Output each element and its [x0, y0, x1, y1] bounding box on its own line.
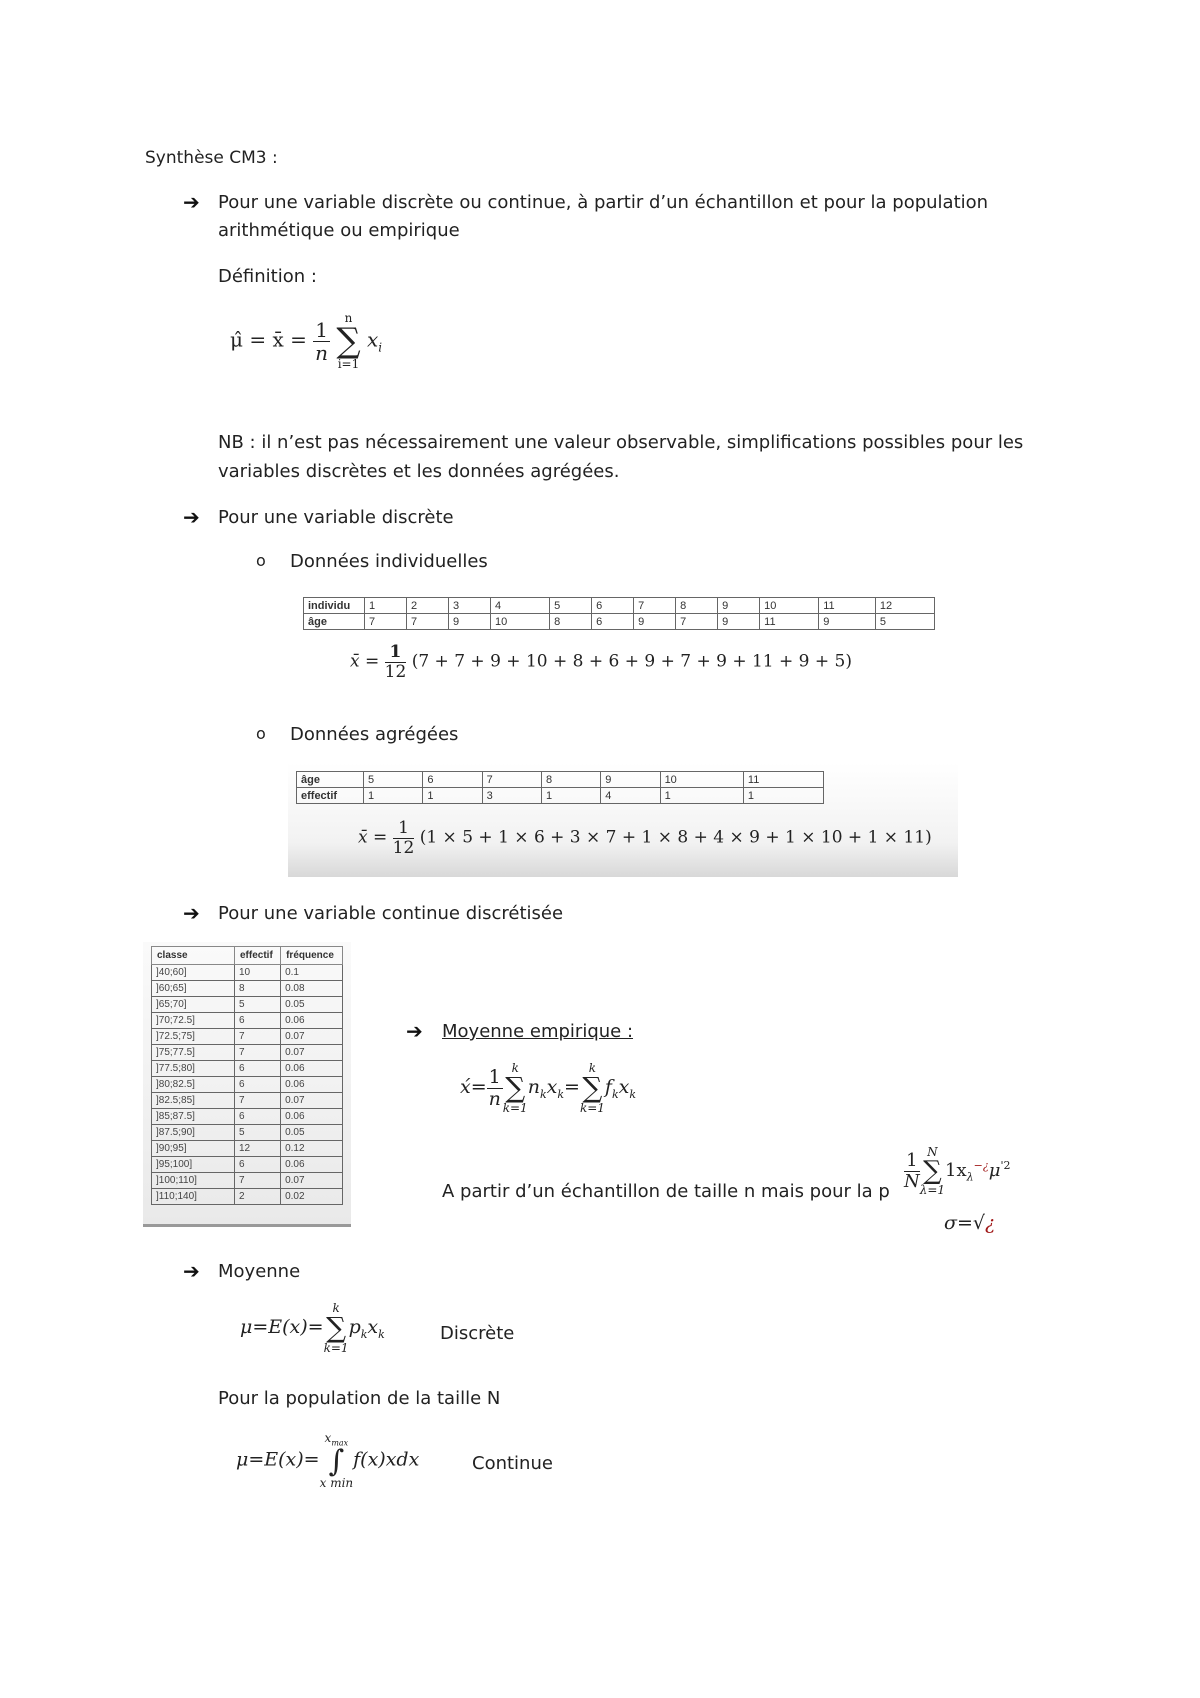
- bullet-text: Pour une variable discrète: [218, 507, 454, 528]
- sum-upper: k: [588, 1061, 597, 1075]
- fraction: [385, 643, 407, 681]
- formula-rhs: (1 × 5 + 1 × 6 + 3 × 7 + 1 × 8 + 4 × 9 + 1 × 10 + 1 × 11): [419, 827, 932, 848]
- integral-upper-subscript: max: [331, 1438, 349, 1448]
- table-cell: 11: [743, 772, 823, 788]
- formula-term: f: [604, 1076, 612, 1098]
- formula-superscript: −¿: [973, 1159, 989, 1172]
- formula-subscript: λ: [966, 1170, 974, 1184]
- table-cell: 9: [601, 772, 660, 788]
- table-cell: ]80;82.5]: [152, 1077, 235, 1093]
- fraction-denominator: 12: [392, 837, 415, 858]
- table-cell: 12: [235, 1141, 281, 1157]
- formula-term: x: [367, 1316, 379, 1338]
- table-cell: ]65;70]: [152, 997, 235, 1013]
- arrow-right-icon: ➔: [183, 505, 200, 529]
- definition-label: Définition :: [218, 266, 317, 287]
- formula-term: x: [546, 1076, 558, 1098]
- table-cell: 7: [365, 614, 407, 630]
- formula-lhs: x̄ =: [350, 651, 380, 672]
- arrow-right-icon: ➔: [183, 1259, 200, 1283]
- table-row: [152, 1173, 343, 1189]
- table-row: [297, 788, 824, 804]
- fraction: [393, 819, 415, 857]
- population-text: Pour la population de la taille N: [218, 1388, 501, 1409]
- table-header-cell: effectif: [297, 788, 364, 804]
- fraction-numerator: 1: [393, 819, 415, 839]
- table-cell: 1: [660, 788, 743, 804]
- table-cell: 1: [423, 788, 482, 804]
- table-cell: 0.02: [281, 1189, 343, 1205]
- table-row: [152, 1013, 343, 1029]
- table-header-cell: fréquence: [281, 947, 343, 965]
- fraction: [313, 319, 330, 364]
- table-cell: 9: [718, 614, 760, 630]
- nb-note-continued: variables discrètes et les données agrégées.: [218, 461, 620, 482]
- table-cell: ]85;87.5]: [152, 1109, 235, 1125]
- table-cell: 6: [235, 1077, 281, 1093]
- table-cell: 9: [634, 614, 676, 630]
- aggregated-data-table: [296, 771, 824, 804]
- formula-lhs: μ=E(x)=: [240, 1316, 324, 1338]
- table-cell: 0.06: [281, 1109, 343, 1125]
- empirical-mean-formula: [460, 1062, 636, 1114]
- formula-subscript: k: [557, 1087, 565, 1101]
- formula-term: p: [348, 1316, 361, 1338]
- table-row: [152, 965, 343, 981]
- table-cell: 11: [819, 598, 876, 614]
- fraction-denominator: n: [315, 340, 329, 365]
- table-row: [152, 1141, 343, 1157]
- class-table: [151, 946, 343, 1205]
- table-row: [152, 1045, 343, 1061]
- table-cell: 0.1: [281, 965, 343, 981]
- table-cell: ]110;140]: [152, 1189, 235, 1205]
- fraction-denominator: n: [488, 1087, 501, 1110]
- table-cell: ]87.5;90]: [152, 1125, 235, 1141]
- table-row: [152, 1157, 343, 1173]
- table-cell: ]72.5;75]: [152, 1029, 235, 1045]
- arrow-right-icon: ➔: [406, 1019, 423, 1043]
- table-cell: 10: [491, 614, 550, 630]
- table-cell: 6: [423, 772, 482, 788]
- table-cell: 1: [364, 788, 423, 804]
- formula-lhs: σ=√: [944, 1212, 985, 1234]
- fraction-numerator: 1: [904, 1151, 920, 1172]
- table-row: [152, 1093, 343, 1109]
- fraction-numerator: 1: [315, 317, 328, 342]
- table-cell: ]100;110]: [152, 1173, 235, 1189]
- table-cell: 6: [235, 1109, 281, 1125]
- page-title: Synthèse CM3 :: [145, 148, 278, 168]
- table-row: [152, 1029, 343, 1045]
- table-cell: 5: [364, 772, 423, 788]
- table-cell: ]95;100]: [152, 1157, 235, 1173]
- table-row: [152, 1189, 343, 1205]
- table-cell: 7: [634, 598, 676, 614]
- fraction-numerator: 1: [385, 643, 407, 663]
- sum-lower: k=1: [579, 1101, 605, 1115]
- discrete-mean-formula: [240, 1302, 385, 1354]
- table-cell: ]77.5;80]: [152, 1061, 235, 1077]
- formula-term: μ: [988, 1160, 1001, 1181]
- mean-definition-formula: [230, 312, 382, 370]
- table-cell: ]75;77.5]: [152, 1045, 235, 1061]
- formula-term: 1x: [945, 1160, 967, 1181]
- bullet-text: Pour une variable continue discrétisée: [218, 903, 564, 924]
- arrow-right-icon: ➔: [183, 190, 200, 214]
- formula-lhs: x̄ =: [358, 827, 388, 848]
- integral-symbol: $x_{max}$ ∫ x min: [319, 1431, 354, 1491]
- integral-upper-base: x: [324, 1431, 332, 1445]
- table-header-cell: âge: [297, 772, 364, 788]
- table-cell: 0.06: [281, 1013, 343, 1029]
- table-cell: 0.12: [281, 1141, 343, 1157]
- table-cell: 6: [592, 614, 634, 630]
- table-cell: 0.05: [281, 1125, 343, 1141]
- table-cell: 6: [592, 598, 634, 614]
- table-row: [152, 1125, 343, 1141]
- table-header-cell: classe: [152, 947, 235, 965]
- sum-symbol: k ∑ k=1: [579, 1061, 605, 1115]
- individual-mean-formula: [350, 643, 852, 681]
- table-cell: 0.07: [281, 1045, 343, 1061]
- table-cell: 7: [235, 1045, 281, 1061]
- table-cell: 0.06: [281, 1061, 343, 1077]
- sigma-formula: [944, 1212, 995, 1234]
- aggregated-data-panel: [288, 763, 958, 877]
- sub-bullet-icon: o: [256, 551, 266, 570]
- sum-lower: λ=1: [919, 1183, 946, 1197]
- table-cell: 9: [718, 598, 760, 614]
- table-cell: 1: [541, 788, 600, 804]
- formula-term: n: [527, 1076, 540, 1098]
- table-cell: 7: [482, 772, 541, 788]
- table-header-cell: individu: [304, 598, 365, 614]
- table-cell: 8: [550, 614, 592, 630]
- table-cell: 0.07: [281, 1173, 343, 1189]
- bullet-text: Pour une variable discrète ou continue, à partir d’un échantillon et pour la population: [218, 192, 989, 213]
- table-cell: 6: [235, 1061, 281, 1077]
- sum-symbol: k ∑ k=1: [323, 1301, 349, 1355]
- integral-lower: x min: [319, 1476, 354, 1491]
- formula-rhs: f(x)xdx: [353, 1448, 420, 1471]
- sub-bullet-icon: o: [256, 724, 266, 743]
- table-cell: 9: [819, 614, 876, 630]
- table-cell: 1: [365, 598, 407, 614]
- table-row: [297, 772, 824, 788]
- table-row: [304, 598, 935, 614]
- table-row: [152, 1061, 343, 1077]
- class-table-image: [143, 942, 351, 1227]
- bullet-text-continued: arithmétique ou empirique: [218, 220, 460, 241]
- table-cell: 10: [760, 598, 819, 614]
- table-cell: ]70;72.5]: [152, 1013, 235, 1029]
- table-cell: 4: [491, 598, 550, 614]
- table-cell: 7: [235, 1029, 281, 1045]
- equals-sign: =: [564, 1076, 580, 1098]
- continuous-mean-formula: [236, 1432, 419, 1489]
- table-cell: 2: [407, 598, 449, 614]
- table-row: [152, 997, 343, 1013]
- sum-upper: k: [332, 1301, 340, 1315]
- fraction-denominator: 12: [384, 661, 407, 682]
- formula-lhs: x́=: [460, 1076, 487, 1098]
- formula-subscript: i: [378, 340, 383, 355]
- table-cell: 10: [235, 965, 281, 981]
- bullet-text: Moyenne: [218, 1261, 301, 1282]
- table-cell: 8: [235, 981, 281, 997]
- aggregated-mean-formula: [358, 819, 932, 857]
- formula-subscript: k: [378, 1327, 385, 1341]
- table-cell: 7: [235, 1093, 281, 1109]
- table-cell: 2: [235, 1189, 281, 1205]
- sample-text: A partir d’un échantillon de taille n mais pour la p: [442, 1181, 890, 1202]
- sub-bullet-text: Données agrégées: [290, 724, 459, 745]
- moyenne-empirique-heading: Moyenne empirique :: [442, 1021, 634, 1042]
- formula-superscript: '2: [1000, 1159, 1011, 1172]
- formula-lhs: μ=E(x)=: [236, 1448, 320, 1471]
- discrete-label: Discrète: [440, 1323, 515, 1344]
- formula-lhs: μ̂ = x̄ =: [230, 327, 307, 352]
- fraction: [904, 1151, 920, 1192]
- table-cell: 7: [407, 614, 449, 630]
- sum-upper: k: [511, 1061, 519, 1075]
- table-cell: 0.06: [281, 1157, 343, 1173]
- table-cell: 6: [235, 1013, 281, 1029]
- table-cell: 8: [541, 772, 600, 788]
- table-header-cell: âge: [304, 614, 365, 630]
- formula-term: x: [366, 327, 379, 352]
- fraction: [487, 1067, 503, 1110]
- sum-upper: n: [344, 311, 353, 325]
- table-cell: ]82.5;85]: [152, 1093, 235, 1109]
- formula-subscript: k: [539, 1087, 547, 1101]
- formula-rhs: ¿: [985, 1212, 996, 1234]
- table-header-cell: effectif: [235, 947, 281, 965]
- formula-term: x: [618, 1076, 630, 1098]
- table-cell: 5: [235, 997, 281, 1013]
- formula-subscript: k: [611, 1087, 619, 1101]
- sum-lower: i=1: [337, 357, 360, 371]
- table-cell: 8: [676, 598, 718, 614]
- table-row: [152, 1109, 343, 1125]
- sum-symbol: n ∑ i=1: [336, 311, 361, 371]
- table-cell: 5: [235, 1125, 281, 1141]
- table-cell: 7: [676, 614, 718, 630]
- table-cell: 1: [743, 788, 823, 804]
- sum-symbol: k ∑ k=1: [502, 1061, 528, 1115]
- table-cell: 0.05: [281, 997, 343, 1013]
- arrow-right-icon: ➔: [183, 901, 200, 925]
- table-cell: 0.07: [281, 1029, 343, 1045]
- table-cell: 0.06: [281, 1077, 343, 1093]
- table-cell: 5: [550, 598, 592, 614]
- individual-data-table: [303, 597, 935, 630]
- sum-symbol: N ∑ λ=1: [919, 1145, 946, 1197]
- table-cell: 0.08: [281, 981, 343, 997]
- table-cell: 4: [601, 788, 660, 804]
- sum-lower: k=1: [323, 1341, 349, 1355]
- table-cell: ]40;60]: [152, 965, 235, 981]
- table-cell: ]90;95]: [152, 1141, 235, 1157]
- formula-rhs: (7 + 7 + 9 + 10 + 8 + 6 + 9 + 7 + 9 + 11 + 9 + 5): [411, 651, 852, 672]
- formula-subscript: k: [360, 1327, 368, 1341]
- table-cell: 5: [875, 614, 934, 630]
- table-cell: 0.07: [281, 1093, 343, 1109]
- table-header-row: [152, 947, 343, 965]
- table-cell: 12: [875, 598, 934, 614]
- fraction-denominator: N: [904, 1170, 920, 1192]
- table-cell: ]60;65]: [152, 981, 235, 997]
- formula-subscript: k: [629, 1087, 637, 1101]
- nb-note: NB : il n’est pas nécessairement une valeur observable, simplifications possibles pour les: [218, 432, 1024, 453]
- sum-lower: k=1: [502, 1101, 528, 1115]
- table-cell: 3: [449, 598, 491, 614]
- table-cell: 6: [235, 1157, 281, 1173]
- table-cell: 10: [660, 772, 743, 788]
- table-cell: 9: [449, 614, 491, 630]
- table-row: [152, 1077, 343, 1093]
- continuous-label: Continue: [472, 1453, 553, 1474]
- table-row: [152, 981, 343, 997]
- fraction-numerator: 1: [488, 1065, 501, 1088]
- table-cell: 11: [760, 614, 819, 630]
- sum-upper: N: [927, 1145, 938, 1159]
- table-row: [304, 614, 935, 630]
- variance-formula: [904, 1146, 1011, 1196]
- table-cell: 7: [235, 1173, 281, 1189]
- table-cell: 3: [482, 788, 541, 804]
- sub-bullet-text: Données individuelles: [290, 551, 488, 572]
